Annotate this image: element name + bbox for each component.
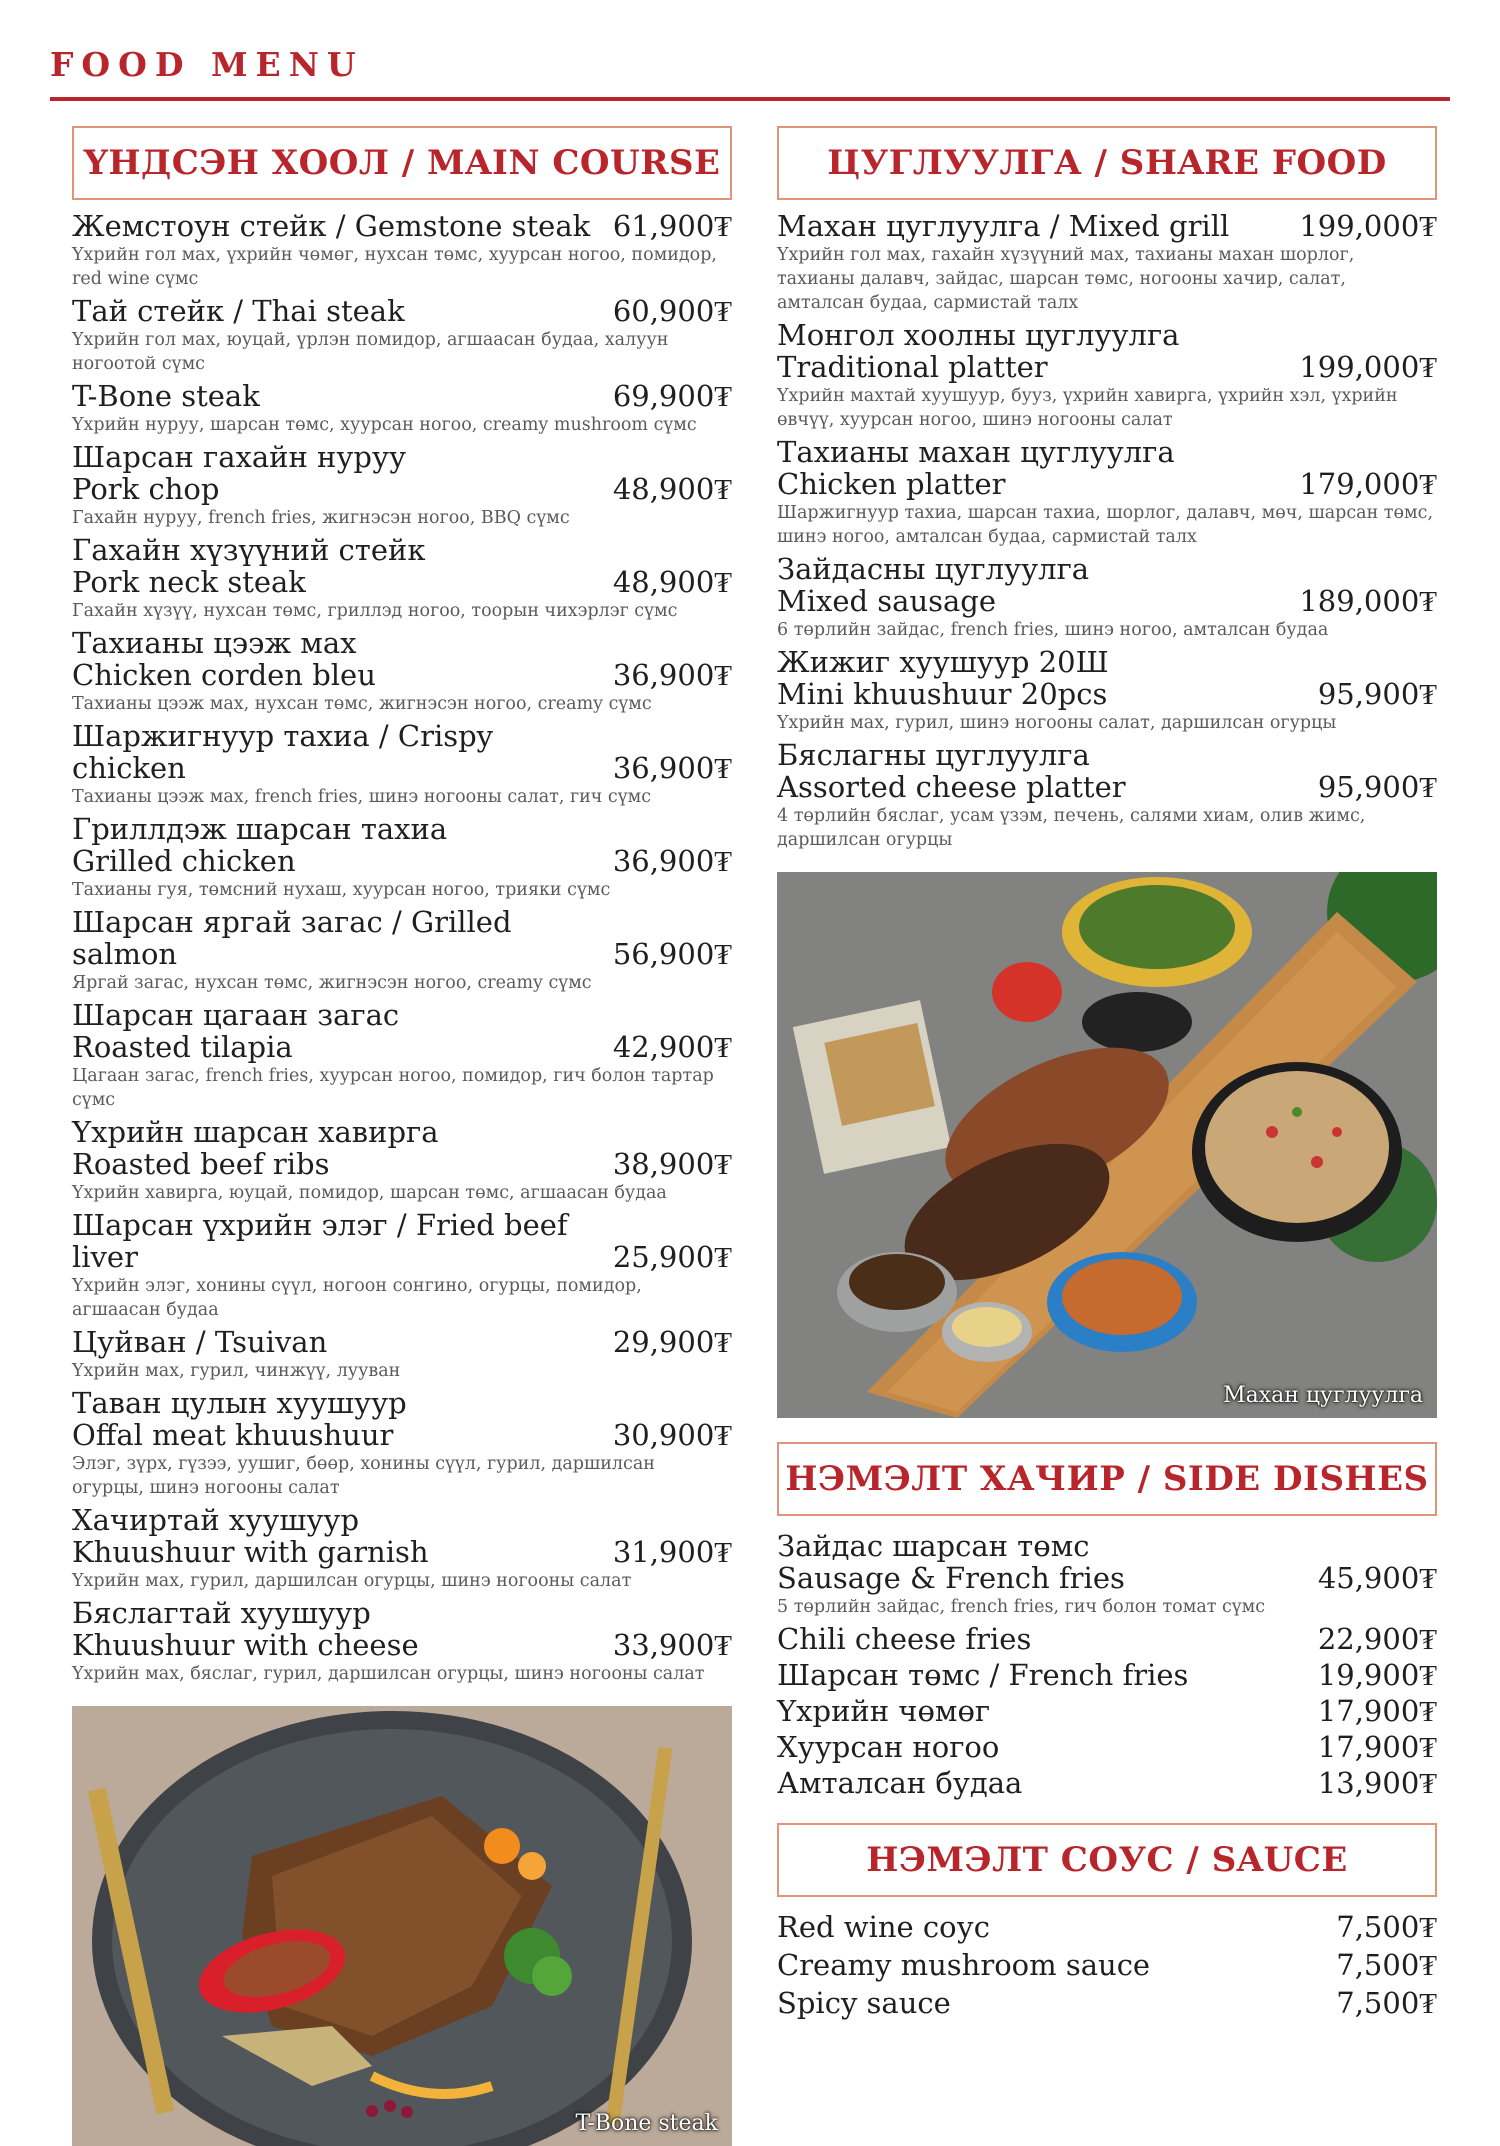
sauce-item-price: 7,500₮ — [1336, 1986, 1437, 2020]
menu-item-price: 29,900₮ — [612, 1325, 732, 1359]
menu-item-name — [72, 1387, 407, 1451]
page-title: FOOD MENU — [50, 45, 364, 84]
menu-item-name — [777, 436, 1175, 500]
menu-item-price: 36,900₮ — [612, 751, 732, 785]
menu-item-row — [72, 534, 732, 598]
side-dishes-title: НЭМЭЛТ ХАЧИР / SIDE DISHES — [785, 1459, 1429, 1499]
menu-item-name-line: Khuushuur with garnish — [72, 1535, 429, 1569]
menu-item-name — [777, 1530, 1125, 1594]
menu-item — [72, 813, 732, 902]
menu-item — [72, 380, 732, 437]
share-food-list — [777, 210, 1437, 852]
menu-item-row — [777, 739, 1437, 803]
menu-item-price: 199,000₮ — [1299, 350, 1437, 384]
menu-item-name — [777, 1767, 1022, 1799]
menu-item-description: Үхрийн мах, гурил, даршилсан огурцы, шинэ ногооны салат — [72, 1571, 632, 1591]
page-header — [50, 40, 1450, 100]
menu-item-price: 179,000₮ — [1299, 467, 1437, 501]
menu-item-description: Үхрийн мах, гурил, чинжүү, лууван — [72, 1361, 401, 1381]
menu-item-row — [72, 210, 732, 242]
menu-item-price: 95,900₮ — [1317, 770, 1437, 804]
menu-item-name-line: Шарсан яргай загас / Grilled salmon — [72, 905, 512, 971]
menu-item-price: 95,900₮ — [1317, 677, 1437, 711]
sauce-item — [777, 1911, 1437, 1943]
menu-item-price: 42,900₮ — [612, 1030, 732, 1064]
menu-item-name-line: Жемстоун стейк / Gemstone steak — [72, 209, 591, 243]
menu-item-name-line: Chicken platter — [777, 467, 1006, 501]
menu-item-description: Цагаан загас, french fries, хуурсан ногоо, помидор, гич болон тартар сүмс — [72, 1066, 714, 1110]
menu-item-row — [777, 646, 1437, 710]
side-dishes-section — [777, 1442, 1437, 1799]
mixed-grill-illustration — [777, 872, 1437, 1418]
main-course-list — [72, 210, 732, 1686]
mixed-grill-photo-caption: Махан цуглуулга — [1223, 1383, 1423, 1408]
main-course-column — [72, 126, 732, 2146]
menu-item — [72, 999, 732, 1112]
menu-item-name — [777, 1695, 990, 1727]
menu-item-name-line: Зайдасны цуглуулга — [777, 552, 1090, 586]
menu-item — [72, 210, 732, 291]
menu-item — [777, 1767, 1437, 1799]
menu-item-name-line: Шарсан цагаан загас — [72, 998, 400, 1032]
menu-item-name-line: Тай стейк / Thai steak — [72, 294, 405, 328]
menu-item-price: 31,900₮ — [612, 1535, 732, 1569]
menu-item-name-line: Khuushuur with cheese — [72, 1628, 419, 1662]
menu-item — [72, 627, 732, 716]
menu-item-name-line: Mixed sausage — [777, 584, 997, 618]
menu-item-name-line: Шарсан төмс / French fries — [777, 1658, 1189, 1692]
menu-item-name — [777, 1731, 999, 1763]
menu-item-name — [777, 739, 1126, 803]
menu-item-price: 61,900₮ — [612, 209, 732, 243]
menu-item-price: 56,900₮ — [612, 937, 732, 971]
menu-item-row — [72, 1504, 732, 1568]
sauce-header — [777, 1823, 1437, 1897]
menu-item-row — [777, 1695, 1437, 1727]
tbone-steak-illustration — [72, 1706, 732, 2146]
menu-item-name-line: Зайдас шарсан төмс — [777, 1529, 1090, 1563]
menu-item-price: 60,900₮ — [612, 294, 732, 328]
menu-item-name — [72, 627, 376, 691]
menu-item-name — [72, 999, 399, 1063]
menu-item-price: 17,900₮ — [1317, 1730, 1437, 1764]
menu-item-price: 36,900₮ — [612, 844, 732, 878]
menu-item-price: 199,000₮ — [1299, 209, 1437, 243]
menu-item — [72, 906, 732, 995]
menu-item-name-line: Амталсан будаа — [777, 1766, 1023, 1800]
menu-item-name — [72, 1597, 419, 1661]
menu-item-name-line: Assorted cheese platter — [777, 770, 1126, 804]
menu-item — [777, 1731, 1437, 1763]
menu-item-row — [72, 999, 732, 1063]
menu-item-name-line: Цуйван / Tsuivan — [72, 1325, 328, 1359]
menu-item-name-line: T-Bone steak — [72, 379, 260, 413]
main-course-header — [72, 126, 732, 200]
menu-item-name-line: Pork neck steak — [72, 565, 306, 599]
sauce-item-name: Spicy sauce — [777, 1986, 951, 2020]
menu-item — [72, 1326, 732, 1383]
menu-item — [72, 534, 732, 623]
menu-item-row — [72, 1116, 732, 1180]
menu-item-name — [72, 380, 260, 412]
menu-item-description: Үхрийн элэг, хонины сүүл, ногоон сонгино, огурцы, помидор, агшаасан будаа — [72, 1276, 642, 1320]
side-dishes-list — [777, 1530, 1437, 1799]
menu-item-price: 69,900₮ — [612, 379, 732, 413]
menu-item-row — [72, 1387, 732, 1451]
menu-item-name — [72, 1116, 439, 1180]
menu-item-name-line: Chili cheese fries — [777, 1622, 1032, 1656]
menu-item — [72, 1209, 732, 1322]
menu-item-description: Үхрийн гол мах, гахайн хүзүүний мах, тахианы махан шорлог, тахианы далавч, зайдас, шарсан төмс, ногооны хачир, салат, амталсан будаа, сармистай талх — [777, 245, 1355, 313]
menu-item-name — [72, 534, 425, 598]
menu-item-description: Шаржигнуур тахиа, шарсан тахиа, шорлог, далавч, мөч, шарсан төмс, шинэ ногоо, амталсан будаа, сармистай талх — [777, 503, 1434, 547]
menu-item — [777, 1530, 1437, 1619]
menu-item-name — [72, 441, 406, 505]
main-course-title: ҮНДСЭН ХООЛ / MAIN COURSE — [83, 143, 721, 183]
menu-item — [777, 646, 1437, 735]
header-divider — [50, 97, 1450, 101]
menu-item — [72, 441, 732, 530]
menu-item-price: 25,900₮ — [612, 1240, 732, 1274]
menu-item-name-line: Pork chop — [72, 472, 220, 506]
menu-item-row — [72, 441, 732, 505]
menu-item-row — [777, 319, 1437, 383]
menu-item-row — [72, 1326, 732, 1358]
menu-item — [777, 1623, 1437, 1655]
menu-item-description: Үхрийн нуруу, шарсан төмс, хуурсан ногоо, creamy mushroom сүмс — [72, 415, 697, 435]
menu-item-price: 38,900₮ — [612, 1147, 732, 1181]
menu-item-name-line: Үхрийн шарсан хавирга — [72, 1115, 439, 1149]
sauce-item-name: Creamy mushroom sauce — [777, 1948, 1151, 1982]
menu-item-row — [72, 1597, 732, 1661]
menu-item-description: Үхрийн махтай хуушуур, бууз, үхрийн хавирга, үхрийн хэл, үхрийн өвчүү, хуурсан ногоо, шинэ ногооны салат — [777, 386, 1398, 430]
menu-item-price: 189,000₮ — [1299, 584, 1437, 618]
sauce-section — [777, 1823, 1437, 2019]
menu-item — [777, 210, 1437, 315]
menu-item-row — [777, 1731, 1437, 1763]
sauce-list — [777, 1911, 1437, 2019]
tbone-steak-photo — [72, 1706, 732, 2146]
menu-item-row — [777, 553, 1437, 617]
menu-item-name-line: Хуурсан ногоо — [777, 1730, 1000, 1764]
menu-item-row — [72, 720, 732, 784]
menu-item — [72, 1504, 732, 1593]
mixed-grill-photo — [777, 872, 1437, 1418]
menu-item-name-line: Үхрийн чөмөг — [777, 1694, 991, 1728]
sauce-item-price: 7,500₮ — [1336, 1948, 1437, 1982]
menu-item-price: 30,900₮ — [612, 1418, 732, 1452]
menu-item-name — [777, 319, 1179, 383]
menu-item-description: Үхрийн мах, гурил, шинэ ногооны салат, даршилсан огурцы — [777, 713, 1337, 733]
share-food-column — [777, 126, 1437, 2025]
menu-item-description: Элэг, зүрх, гүзээ, уушиг, бөөр, хонины сүүл, гурил, даршилсан огурцы, шинэ ногооны салат — [72, 1454, 655, 1498]
menu-item-row — [72, 1209, 732, 1273]
share-food-header — [777, 126, 1437, 200]
menu-item-name — [72, 813, 447, 877]
menu-item — [72, 720, 732, 809]
menu-item — [777, 1695, 1437, 1727]
menu-item-price: 48,900₮ — [612, 565, 732, 599]
menu-item-name-line: Монгол хоолны цуглуулга — [777, 318, 1180, 352]
menu-item — [777, 553, 1437, 642]
sauce-item-name: Red wine соус — [777, 1910, 990, 1944]
sauce-title: НЭМЭЛТ СОУС / SAUCE — [866, 1840, 1348, 1880]
menu-item-name — [72, 295, 405, 327]
menu-item-name-line: Гахайн хүзүүний стейк — [72, 533, 426, 567]
menu-item-row — [777, 210, 1437, 242]
menu-item-row — [72, 295, 732, 327]
menu-item-name-line: Traditional platter — [777, 350, 1048, 384]
menu-item-description: Тахианы гуя, төмсний нухаш, хуурсан ногоо, трияки сүмс — [72, 880, 611, 900]
menu-item-name — [777, 1659, 1188, 1691]
tbone-photo-caption: T-Bone steak — [575, 2111, 718, 2136]
menu-item-row — [72, 906, 732, 970]
menu-item-price: 36,900₮ — [612, 658, 732, 692]
menu-item-price: 33,900₮ — [612, 1628, 732, 1662]
menu-item-description: 5 төрлийн зайдас, french fries, гич болон томат сүмс — [777, 1597, 1266, 1617]
menu-item-name — [777, 646, 1109, 710]
menu-item-name — [777, 210, 1229, 242]
menu-item-name-line: Жижиг хуушуур 20Ш — [777, 645, 1109, 679]
menu-item-name-line: Тахианы цээж мах — [72, 626, 357, 660]
side-dishes-header — [777, 1442, 1437, 1516]
menu-item-name-line: Grilled chicken — [72, 844, 296, 878]
menu-item-description: Тахианы цээж мах, нухсан төмс, жигнэсэн ногоо, creamy сүмс — [72, 694, 652, 714]
menu-item-name-line: Roasted beef ribs — [72, 1147, 330, 1181]
menu-item — [777, 1659, 1437, 1691]
menu-item-description: 4 төрлийн бяслаг, усам үзэм, печень, салями хиам, олив жимс, даршилсан огурцы — [777, 806, 1366, 850]
menu-item-price: 48,900₮ — [612, 472, 732, 506]
menu-item-name-line: Хачиртай хуушуур — [72, 1503, 360, 1537]
menu-item-description: Гахайн хүзүү, нухсан төмс, гриллэд ногоо, тоорын чихэрлэг сүмс — [72, 601, 678, 621]
menu-item-price: 17,900₮ — [1317, 1694, 1437, 1728]
menu-item-name-line: Бяслагны цуглуулга — [777, 738, 1090, 772]
menu-item-row — [777, 436, 1437, 500]
sauce-item — [777, 1949, 1437, 1981]
menu-item-name — [72, 210, 590, 242]
menu-item-description: Үхрийн гол мах, юуцай, үрлэн помидор, агшаасан будаа, халуун ногоотой сүмс — [72, 330, 669, 374]
menu-item-name-line: Mini khuushuur 20pcs — [777, 677, 1108, 711]
menu-item-row — [777, 1530, 1437, 1594]
menu-item-row — [777, 1767, 1437, 1799]
menu-item-price: 45,900₮ — [1317, 1561, 1437, 1595]
menu-item-description: Үхрийн хавирга, юуцай, помидор, шарсан төмс, агшаасан будаа — [72, 1183, 667, 1203]
menu-item-name — [777, 553, 1089, 617]
menu-item-name — [72, 720, 603, 784]
menu-item — [72, 1116, 732, 1205]
menu-item-name-line: Тахианы махан цуглуулга — [777, 435, 1175, 469]
menu-item-price: 13,900₮ — [1317, 1766, 1437, 1800]
menu-item-name — [72, 906, 603, 970]
menu-item-row — [777, 1659, 1437, 1691]
menu-item-row — [72, 627, 732, 691]
menu-item-description: Үхрийн гол мах, үхрийн чөмөг, нухсан төмс, хуурсан ногоо, помидор, red wine сүмс — [72, 245, 717, 289]
menu-item-name-line: Sausage & French fries — [777, 1561, 1125, 1595]
menu-item-description: Тахианы цээж мах, french fries, шинэ ногооны салат, гич сүмс — [72, 787, 652, 807]
sauce-item — [777, 1987, 1437, 2019]
menu-item-name — [72, 1504, 429, 1568]
menu-item-name-line: Таван цулын хуушуур — [72, 1386, 407, 1420]
menu-item-name — [72, 1209, 603, 1273]
menu-item — [777, 319, 1437, 432]
menu-item — [777, 436, 1437, 549]
sauce-item-price: 7,500₮ — [1336, 1910, 1437, 1944]
menu-item-name-line: Бяслагтай хуушуур — [72, 1596, 371, 1630]
menu-item-row — [72, 380, 732, 412]
menu-item-description: Үхрийн мах, бяслаг, гурил, даршилсан огурцы, шинэ ногооны салат — [72, 1664, 705, 1684]
menu-item — [72, 295, 732, 376]
menu-item-name-line: Roasted tilapia — [72, 1030, 293, 1064]
menu-item-description: Гахайн нуруу, french fries, жигнэсэн ногоо, BBQ сүмс — [72, 508, 570, 528]
menu-item-name — [777, 1623, 1031, 1655]
menu-item-row — [72, 813, 732, 877]
menu-item — [777, 739, 1437, 852]
menu-item-name-line: Шарсан үхрийн элэг / Fried beef liver — [72, 1208, 568, 1274]
menu-item-name-line: Махан цуглуулга / Mixed grill — [777, 209, 1230, 243]
share-food-title: ЦУГЛУУЛГА / SHARE FOOD — [827, 143, 1387, 183]
menu-item-row — [777, 1623, 1437, 1655]
menu-item-name-line: Offal meat khuushuur — [72, 1418, 394, 1452]
menu-item-name-line: Шарсан гахайн нуруу — [72, 440, 407, 474]
menu-item — [72, 1597, 732, 1686]
menu-item — [72, 1387, 732, 1500]
menu-item-description: Яргай загас, нухсан төмс, жигнэсэн ногоо, creamy сүмс — [72, 973, 592, 993]
menu-item-price: 19,900₮ — [1317, 1658, 1437, 1692]
menu-item-name — [72, 1326, 327, 1358]
menu-item-name-line: Шаржигнуур тахиа / Crispy chicken — [72, 719, 494, 785]
menu-item-price: 22,900₮ — [1317, 1622, 1437, 1656]
menu-item-name-line: Гриллдэж шарсан тахиа — [72, 812, 448, 846]
menu-item-name-line: Chicken corden bleu — [72, 658, 376, 692]
menu-item-description: 6 төрлийн зайдас, french fries, шинэ ногоо, амталсан будаа — [777, 620, 1329, 640]
